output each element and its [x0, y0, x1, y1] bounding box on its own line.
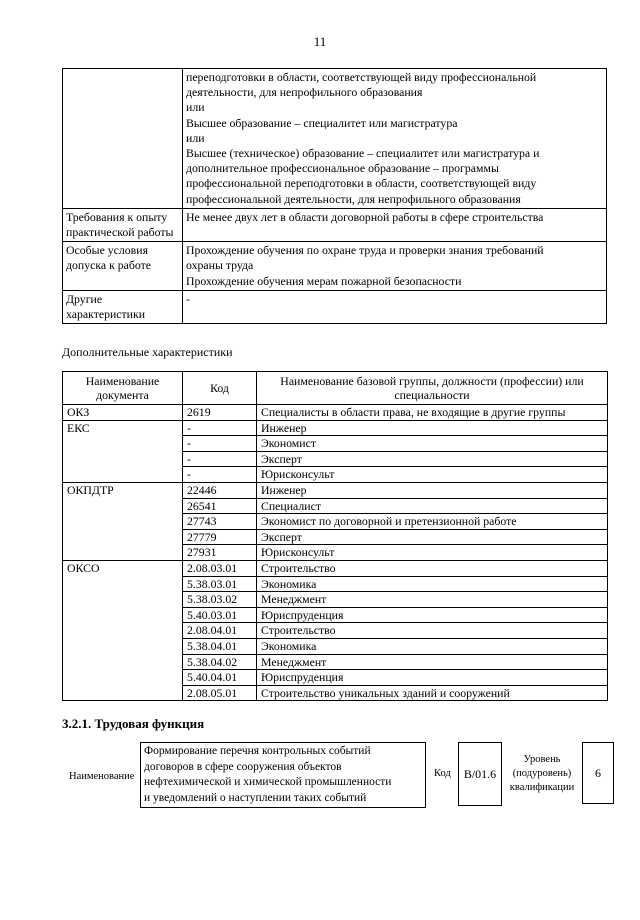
- code-cell: 26541: [183, 498, 257, 514]
- code-cell: 2.08.04.01: [183, 623, 257, 639]
- header-group-name: Наименование базовой группы, должности (профессии) или специальности: [257, 372, 608, 405]
- code-cell: 22446: [183, 482, 257, 498]
- requirement-line: деятельности, для непрофильного образования: [186, 85, 423, 100]
- table-row: [63, 560, 608, 576]
- document-name-cell: ЕКС: [63, 420, 183, 482]
- requirement-value: [183, 69, 607, 209]
- code-cell: 27931: [183, 545, 257, 561]
- group-name-cell: Экономика: [257, 638, 608, 654]
- document-name-cell: ОКПДТР: [63, 482, 183, 560]
- requirement-value: [183, 290, 607, 323]
- code-cell: 5.38.04.02: [183, 654, 257, 670]
- requirement-line: охраны труда: [186, 258, 254, 273]
- group-name-cell: Менеджмент: [257, 654, 608, 670]
- level-label-line: (подуровень): [512, 768, 572, 779]
- requirement-line: профессиональной переподготовки в области, соответствующей виду: [186, 176, 537, 191]
- code-cell: 5.38.03.02: [183, 592, 257, 608]
- code-cell: 2619: [183, 405, 257, 421]
- document-name-cell: ОКЗ: [63, 405, 183, 421]
- requirement-value: [183, 242, 607, 291]
- code-cell: 5.40.03.01: [183, 607, 257, 623]
- function-name-label: Наименование: [69, 771, 135, 782]
- table-row: [63, 405, 608, 421]
- qualification-level-value: 6: [582, 742, 614, 804]
- code-cell: 27779: [183, 529, 257, 545]
- function-name-line: Формирование перечня контрольных событий: [144, 745, 371, 757]
- table-header-row: [63, 372, 608, 405]
- requirement-label: Другие характеристики: [63, 290, 183, 323]
- group-name-cell: Строительство: [257, 623, 608, 639]
- code-cell: -: [183, 420, 257, 436]
- requirement-line: переподготовки в области, соответствующей виду профессиональной: [186, 70, 537, 84]
- level-label-line: Уровень: [523, 754, 561, 765]
- requirement-value: [183, 208, 607, 241]
- requirement-row: [63, 290, 607, 323]
- function-name-line: и уведомлений о наступлении таких событий: [144, 791, 367, 804]
- document-name-cell: ОКСО: [63, 560, 183, 700]
- code-cell: 5.38.04.01: [183, 638, 257, 654]
- level-label-line: квалификации: [509, 782, 575, 793]
- requirement-line: Высшее (техническое) образование – специалитет или магистратура и: [186, 146, 540, 161]
- group-name-cell: Юриспруденция: [257, 607, 608, 623]
- code-cell: 5.40.04.01: [183, 670, 257, 686]
- requirement-row: [63, 69, 607, 209]
- labor-function-block: [62, 740, 617, 815]
- requirement-line: дополнительное профессиональное образование – программы: [186, 161, 499, 176]
- requirement-row: [63, 242, 607, 291]
- requirement-line: Прохождение обучения по охране труда и проверки знания требований: [186, 243, 544, 258]
- requirement-line: или: [186, 130, 205, 145]
- requirement-line: -: [186, 291, 190, 306]
- function-code-label: Код: [434, 768, 451, 779]
- table-row: [63, 482, 608, 498]
- group-name-cell: Менеджмент: [257, 592, 608, 608]
- requirement-label: [63, 69, 183, 209]
- header-code: Код: [183, 372, 257, 405]
- page-number: 11: [313, 34, 327, 49]
- additional-characteristics-caption: Дополнительные характеристики: [62, 345, 233, 359]
- code-cell: -: [183, 467, 257, 483]
- requirement-line: Прохождение обучения мерам пожарной безопасности: [186, 273, 462, 288]
- function-name-line: договоров в сфере сооружения объектов: [144, 760, 342, 773]
- code-cell: 2.08.03.01: [183, 560, 257, 576]
- requirement-line: Высшее образование – специалитет или магистратура: [186, 115, 458, 130]
- requirement-line: или: [186, 100, 205, 115]
- qualification-level-label: [506, 753, 578, 795]
- group-name-cell: Инженер: [257, 482, 608, 498]
- requirement-row: [63, 208, 607, 241]
- code-cell: 27743: [183, 514, 257, 530]
- header-document-name: Наименование документа: [63, 372, 183, 405]
- function-name-line: нефтехимической и химической промышленности: [144, 776, 392, 788]
- group-name-cell: Эксперт: [257, 529, 608, 545]
- group-name-cell: Специалисты в области права, не входящие в другие группы: [257, 405, 608, 421]
- code-cell: 5.38.03.01: [183, 576, 257, 592]
- requirement-line: профессиональной деятельности, для непрофильного образования: [186, 191, 521, 206]
- code-cell: -: [183, 436, 257, 452]
- group-name-cell: Юрисконсульт: [257, 545, 608, 561]
- group-name-cell: Строительство уникальных зданий и сооружений: [257, 685, 608, 701]
- labor-function-heading: 3.2.1. Трудовая функция: [62, 716, 205, 731]
- group-name-cell: Экономист по договорной и претензионной работе: [257, 514, 608, 530]
- table-row: [63, 420, 608, 436]
- code-cell: 2.08.05.01: [183, 685, 257, 701]
- requirement-line: Не менее двух лет в области договорной работы в сфере строительства: [186, 209, 544, 224]
- group-name-cell: Экономика: [257, 576, 608, 592]
- group-name-cell: Юрисконсульт: [257, 467, 608, 483]
- requirement-label: Особые условия допуска к работе: [63, 242, 183, 291]
- group-name-cell: Экономист: [257, 436, 608, 452]
- group-name-cell: Инженер: [257, 420, 608, 436]
- group-name-cell: Специалист: [257, 498, 608, 514]
- group-name-cell: Юриспруденция: [257, 670, 608, 686]
- function-code-value: B/01.6: [458, 742, 502, 806]
- requirement-label: Требования к опыту практической работы: [63, 208, 183, 241]
- code-cell: -: [183, 451, 257, 467]
- function-name-box: [140, 742, 426, 808]
- additional-characteristics-table: [62, 371, 608, 701]
- requirements-table: [62, 68, 607, 324]
- group-name-cell: Строительство: [257, 560, 608, 576]
- group-name-cell: Эксперт: [257, 451, 608, 467]
